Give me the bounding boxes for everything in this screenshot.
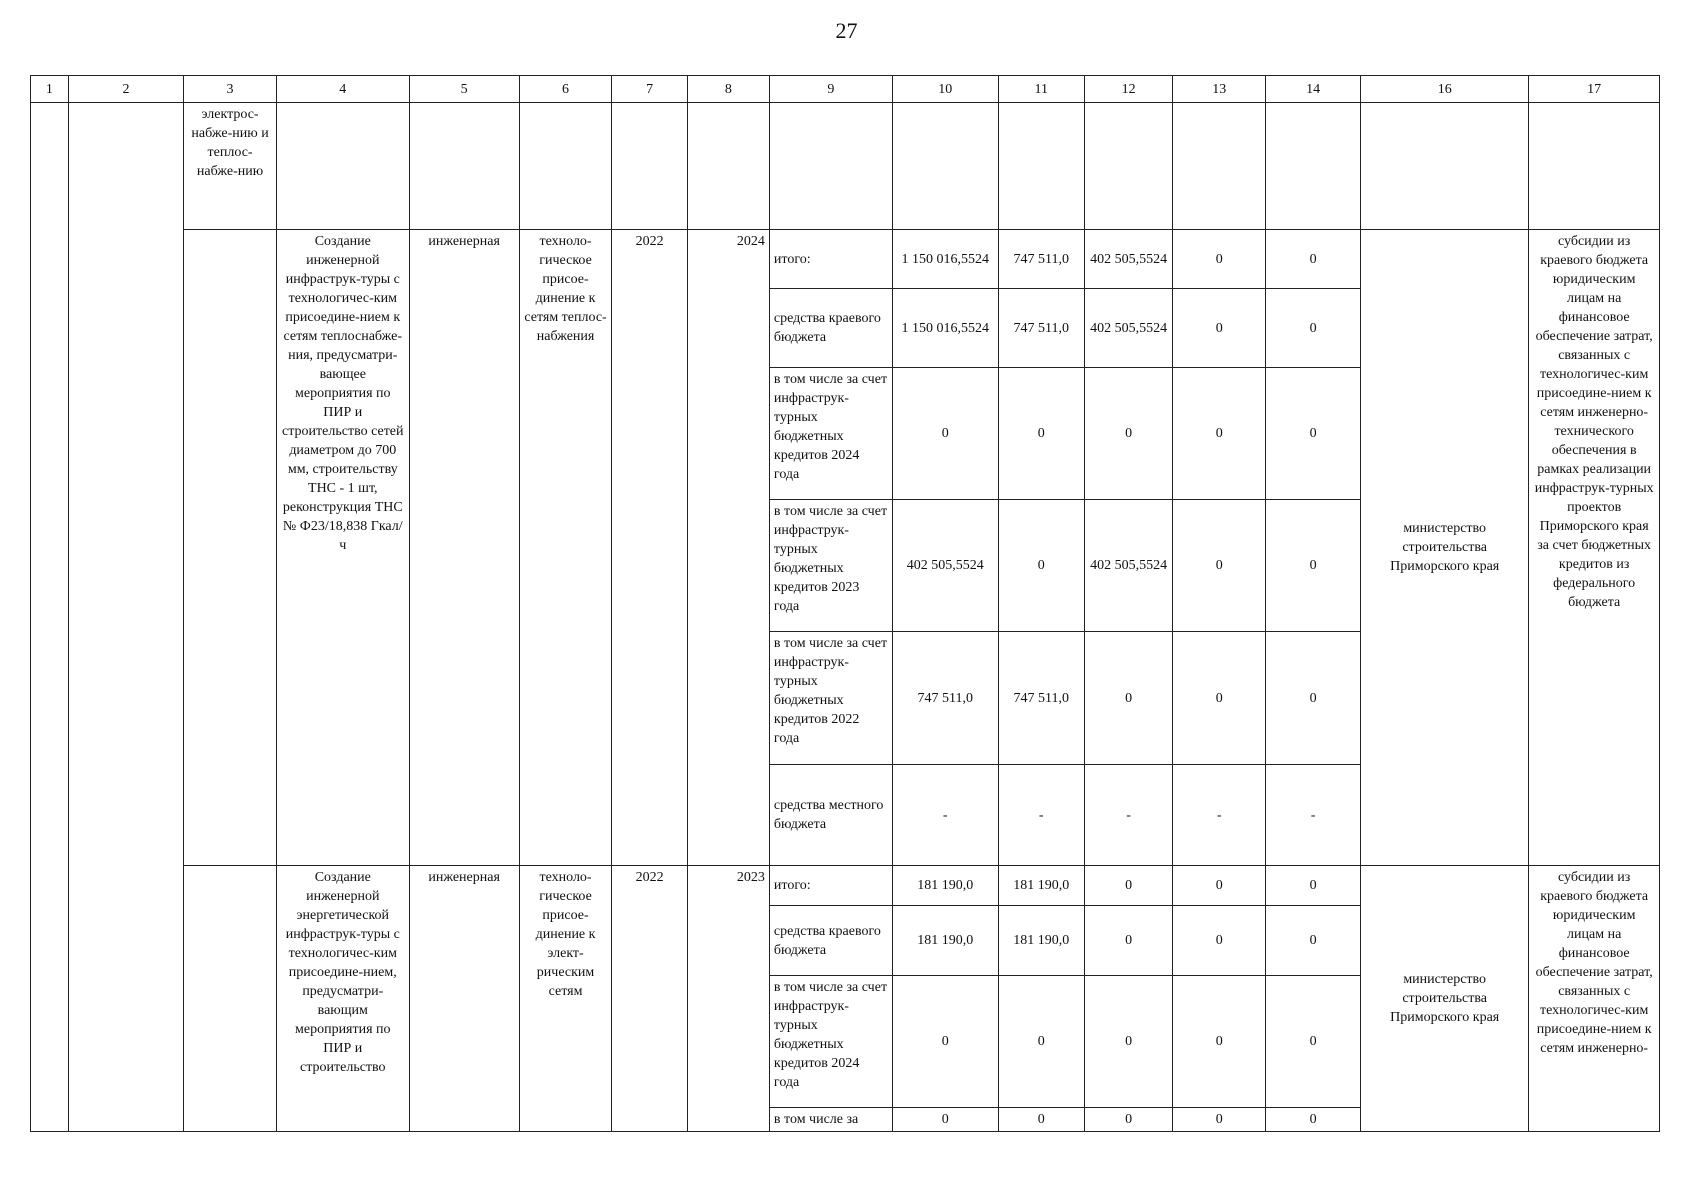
- purpose: субсидии из краевого бюджета юридическим лицам на финансовое обеспечение затрат, связанных с технологичес-ким присоедине-нием к сетям инженерно-технического обеспечения в рамках реализации инфраструк-турных проектов Приморского края за счет бюджетных кредитов из федерального бюджета: [1529, 230, 1660, 866]
- value-col11: 181 190,0: [998, 866, 1084, 906]
- col-header: 1: [31, 76, 69, 103]
- col-header: 4: [276, 76, 409, 103]
- executor: министерство строительства Приморского края: [1361, 230, 1529, 866]
- table-row: [31, 103, 1660, 230]
- cell-col1: [31, 103, 69, 1132]
- end-year: 2024: [687, 230, 769, 866]
- value-col10: 1 150 016,5524: [892, 230, 998, 289]
- value-col12: 0: [1084, 632, 1172, 765]
- cell-empty: [1084, 103, 1172, 230]
- value-col11: 747 511,0: [998, 230, 1084, 289]
- program-table: [30, 75, 1660, 1132]
- value-col10: 0: [892, 1108, 998, 1132]
- cell-col2: [68, 103, 183, 1132]
- value-col14: 0: [1266, 906, 1361, 976]
- cell-empty: [519, 103, 612, 230]
- col-header: 9: [769, 76, 892, 103]
- cell-empty: [892, 103, 998, 230]
- funding-label: в том числе за счет инфраструк-турных бюджетных кредитов 2023 года: [769, 500, 892, 632]
- value-col14: 0: [1266, 976, 1361, 1108]
- funding-label: в том числе за счет инфраструк-турных бюджетных кредитов 2022 года: [769, 632, 892, 765]
- value-col10: 0: [892, 976, 998, 1108]
- value-col13: 0: [1173, 1108, 1266, 1132]
- col-header: 16: [1361, 76, 1529, 103]
- value-col10: 402 505,5524: [892, 500, 998, 632]
- value-col11: 0: [998, 976, 1084, 1108]
- value-col14: 0: [1266, 866, 1361, 906]
- value-col14: 0: [1266, 632, 1361, 765]
- project-name: Создание инженерной инфраструк-туры с технологичес-ким присоедине-нием к сетям теплоснабже-ния, предусматри-вающее мероприятия по ПИР и строительство сетей диаметром до 700 мм, строительству ТНС - 1 шт, реконструкция ТНС № Ф23/18,838 Гкал/ч: [276, 230, 409, 866]
- table-row: [31, 866, 1660, 906]
- col-header: 17: [1529, 76, 1660, 103]
- purpose: субсидии из краевого бюджета юридическим лицам на финансовое обеспечение затрат, связанных с технологичес-ким присоедине-нием к сетям инженерно-: [1529, 866, 1660, 1132]
- col-header: 5: [409, 76, 519, 103]
- cell-empty: [612, 103, 688, 230]
- value-col13: 0: [1173, 289, 1266, 368]
- funding-label: средства краевого бюджета: [769, 289, 892, 368]
- project-type: инженерная: [409, 230, 519, 866]
- cell-empty: [769, 103, 892, 230]
- col-header: 6: [519, 76, 612, 103]
- col-header: 13: [1173, 76, 1266, 103]
- col-header: 11: [998, 76, 1084, 103]
- start-year: 2022: [612, 230, 688, 866]
- col-header: 10: [892, 76, 998, 103]
- value-col11: 0: [998, 1108, 1084, 1132]
- value-col14: 0: [1266, 500, 1361, 632]
- cell-empty: [1361, 103, 1529, 230]
- value-col12: 0: [1084, 866, 1172, 906]
- cell-empty: [184, 230, 277, 866]
- value-col10: 0: [892, 368, 998, 500]
- value-col14: 0: [1266, 230, 1361, 289]
- cell-empty: [1266, 103, 1361, 230]
- col-header: 12: [1084, 76, 1172, 103]
- value-col13: 0: [1173, 906, 1266, 976]
- value-col10: 747 511,0: [892, 632, 998, 765]
- table-row: [31, 230, 1660, 289]
- value-col11: -: [998, 765, 1084, 866]
- value-col11: 181 190,0: [998, 906, 1084, 976]
- value-col13: 0: [1173, 500, 1266, 632]
- funding-label: в том числе за счет инфраструк-турных бюджетных кредитов 2024 года: [769, 368, 892, 500]
- col-header: 7: [612, 76, 688, 103]
- value-col12: 402 505,5524: [1084, 230, 1172, 289]
- end-year: 2023: [687, 866, 769, 1132]
- start-year: 2022: [612, 866, 688, 1132]
- funding-label: средства местного бюджета: [769, 765, 892, 866]
- value-col12: 0: [1084, 368, 1172, 500]
- value-col11: 747 511,0: [998, 632, 1084, 765]
- value-col12: 402 505,5524: [1084, 289, 1172, 368]
- cell-empty: [409, 103, 519, 230]
- funding-label: средства краевого бюджета: [769, 906, 892, 976]
- cell-empty: [687, 103, 769, 230]
- value-col10: 181 190,0: [892, 906, 998, 976]
- funding-label: в том числе за: [769, 1108, 892, 1132]
- executor: министерство строительства Приморского края: [1361, 866, 1529, 1132]
- project-name: Создание инженерной энергетической инфраструк-туры с технологичес-ким присоедине-нием, предусматри-вающим мероприятия по ПИР и строительство: [276, 866, 409, 1132]
- value-col11: 747 511,0: [998, 289, 1084, 368]
- cell-empty: [1173, 103, 1266, 230]
- col-header: 8: [687, 76, 769, 103]
- value-col11: 0: [998, 500, 1084, 632]
- value-col13: 0: [1173, 368, 1266, 500]
- col-header: 14: [1266, 76, 1361, 103]
- funding-label: итого:: [769, 230, 892, 289]
- project-direction: техноло-гическое присое-динение к сетям теплос-набжения: [519, 230, 612, 866]
- value-col12: 0: [1084, 1108, 1172, 1132]
- cell-empty: [998, 103, 1084, 230]
- cell-col3-continued: электрос-набже-нию и теплос-набже-нию: [184, 103, 277, 230]
- value-col13: 0: [1173, 866, 1266, 906]
- value-col10: 181 190,0: [892, 866, 998, 906]
- value-col14: -: [1266, 765, 1361, 866]
- value-col13: -: [1173, 765, 1266, 866]
- value-col14: 0: [1266, 368, 1361, 500]
- value-col13: 0: [1173, 976, 1266, 1108]
- cell-empty: [276, 103, 409, 230]
- col-header: 2: [68, 76, 183, 103]
- value-col10: 1 150 016,5524: [892, 289, 998, 368]
- col-header: 3: [184, 76, 277, 103]
- value-col11: 0: [998, 368, 1084, 500]
- page-number: 27: [835, 18, 858, 43]
- column-header-row: [31, 76, 1660, 103]
- value-col13: 0: [1173, 632, 1266, 765]
- value-col12: 0: [1084, 976, 1172, 1108]
- cell-empty: [184, 866, 277, 1132]
- funding-label: итого:: [769, 866, 892, 906]
- value-col14: 0: [1266, 1108, 1361, 1132]
- value-col12: 402 505,5524: [1084, 500, 1172, 632]
- value-col12: 0: [1084, 906, 1172, 976]
- project-type: инженерная: [409, 866, 519, 1132]
- funding-label: в том числе за счет инфраструк-турных бюджетных кредитов 2024 года: [769, 976, 892, 1108]
- value-col14: 0: [1266, 289, 1361, 368]
- value-col10: -: [892, 765, 998, 866]
- project-direction: техноло-гическое присое-динение к элект-рическим сетям: [519, 866, 612, 1132]
- cell-empty: [1529, 103, 1660, 230]
- value-col12: -: [1084, 765, 1172, 866]
- value-col13: 0: [1173, 230, 1266, 289]
